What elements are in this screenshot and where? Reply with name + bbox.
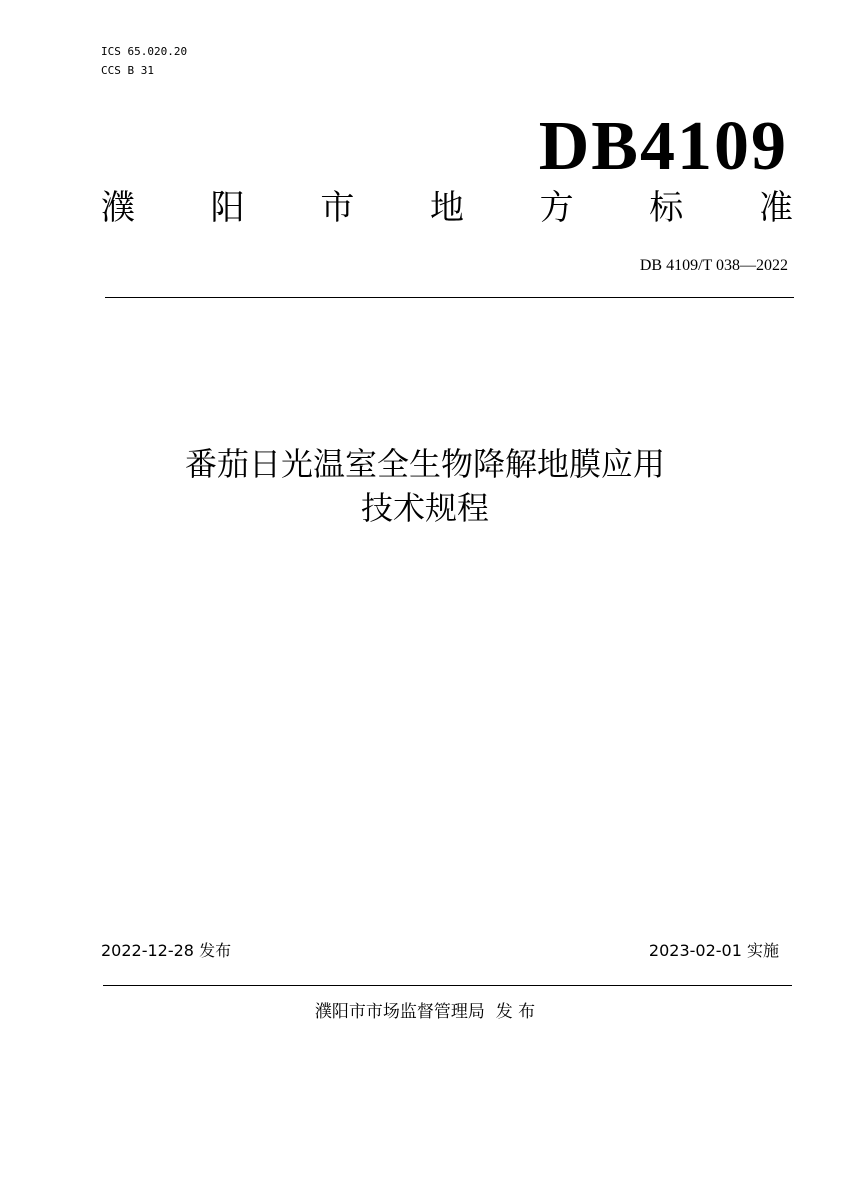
issuer-char: 地 <box>429 188 464 228</box>
title-line-1: 番茄日光温室全生物降解地膜应用 <box>184 445 665 483</box>
publish-date: 2022-12-28 发布 <box>101 941 232 960</box>
implement-date: 2023-02-01 实施 <box>648 941 779 960</box>
title-line-2: 技术规程 <box>360 489 489 527</box>
publisher: 濮阳市市场监督管理局 发 布 <box>314 1002 536 1022</box>
standard-number: DB 4109/T 038—2022 <box>639 257 788 274</box>
issuer-char: 市 <box>320 188 355 228</box>
issuer-char: 方 <box>539 188 574 228</box>
top-divider <box>105 297 794 298</box>
issuer-char: 濮 <box>101 188 135 228</box>
issuer-char: 准 <box>758 188 793 228</box>
document-title <box>0 442 850 530</box>
classification-codes <box>101 42 187 80</box>
standard-code-mark: DB4109 <box>538 108 788 185</box>
ccs-code: CCS B 31 <box>101 64 154 77</box>
issuer-title <box>101 186 793 230</box>
ics-code: ICS 65.020.20 <box>101 45 188 58</box>
bottom-divider <box>103 985 792 986</box>
issuer-char: 标 <box>649 188 684 228</box>
issuer-char: 阳 <box>210 188 245 228</box>
